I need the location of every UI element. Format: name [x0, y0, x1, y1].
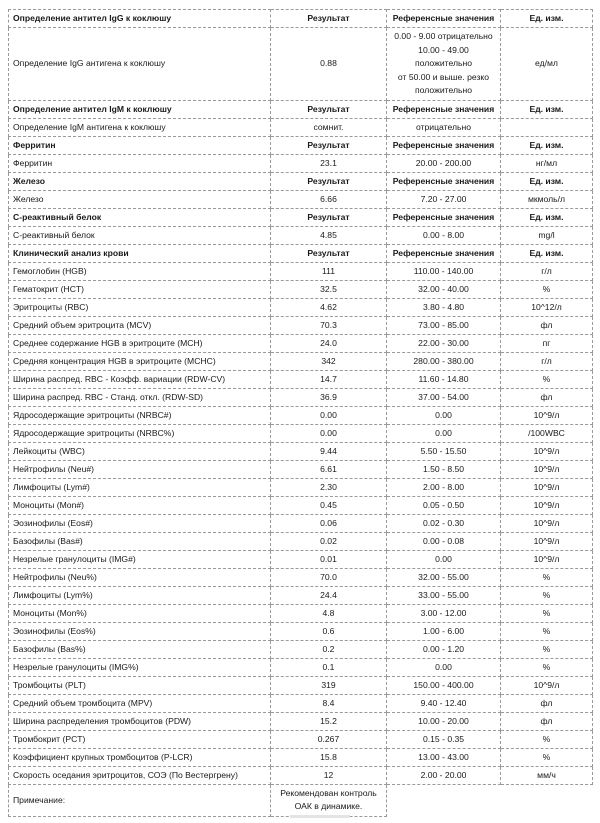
reference-range: 0.05 - 0.50	[387, 496, 501, 514]
test-name: Лейкоциты (WBC)	[9, 442, 271, 460]
test-result: 0.00	[271, 406, 387, 424]
reference-range: 110.00 - 140.00	[387, 262, 501, 280]
section-header	[9, 100, 593, 118]
test-unit: 10^12/л	[501, 298, 593, 316]
unit-header: Ед. изм.	[501, 10, 593, 28]
test-result: 32.5	[271, 280, 387, 298]
test-unit: 10^9/л	[501, 514, 593, 532]
test-result: 23.1	[271, 154, 387, 172]
table-row	[9, 640, 593, 658]
reference-range: 1.00 - 6.00	[387, 622, 501, 640]
lab-results-table	[8, 9, 593, 817]
test-result: сомнит.	[271, 118, 387, 136]
test-name: Скорость оседания эритроцитов, СОЭ (По Вестергрену)	[9, 766, 271, 784]
unit-header: Ед. изм.	[501, 208, 593, 226]
reference-range: 0.00	[387, 424, 501, 442]
test-unit: 10^9/л	[501, 406, 593, 424]
test-unit: %	[501, 604, 593, 622]
table-row	[9, 370, 593, 388]
reference-range: 3.80 - 4.80	[387, 298, 501, 316]
test-result: 0.2	[271, 640, 387, 658]
test-name: Базофилы (Bas%)	[9, 640, 271, 658]
table-row	[9, 532, 593, 550]
section-title: Ферритин	[9, 136, 271, 154]
note-empty-ref	[387, 784, 501, 816]
table-row	[9, 442, 593, 460]
unit-header: Ед. изм.	[501, 244, 593, 262]
test-result: 12	[271, 766, 387, 784]
test-name: Нейтрофилы (Neu#)	[9, 460, 271, 478]
test-unit: мм/ч	[501, 766, 593, 784]
test-result: 8.4	[271, 694, 387, 712]
test-unit: 10^9/л	[501, 478, 593, 496]
test-name: Ядросодержащие эритроциты (NRBC#)	[9, 406, 271, 424]
test-unit: 10^9/л	[501, 460, 593, 478]
reference-range: 73.00 - 85.00	[387, 316, 501, 334]
reference-header: Референсные значения	[387, 172, 501, 190]
reference-header: Референсные значения	[387, 136, 501, 154]
test-unit: %	[501, 748, 593, 766]
test-result: 0.267	[271, 730, 387, 748]
reference-range: 20.00 - 200.00	[387, 154, 501, 172]
table-row	[9, 334, 593, 352]
test-name: Ширина распред. RBC - Коэфф. вариации (RDW-CV)	[9, 370, 271, 388]
test-unit: %	[501, 370, 593, 388]
table-row	[9, 478, 593, 496]
test-unit: %	[501, 658, 593, 676]
test-unit: 10^9/л	[501, 550, 593, 568]
reference-header: Референсные значения	[387, 100, 501, 118]
test-unit: mg/l	[501, 226, 593, 244]
reference-range: 1.50 - 8.50	[387, 460, 501, 478]
test-result: 0.88	[271, 28, 387, 101]
test-result: 319	[271, 676, 387, 694]
test-name: Незрелые гранулоциты (IMG%)	[9, 658, 271, 676]
test-unit: пг	[501, 334, 593, 352]
table-row	[9, 298, 593, 316]
reference-range: 10.00 - 20.00	[387, 712, 501, 730]
test-name: Базофилы (Bas#)	[9, 532, 271, 550]
reference-range: 32.00 - 55.00	[387, 568, 501, 586]
test-result: 0.02	[271, 532, 387, 550]
test-name: Ширина распред. RBC - Станд. откл. (RDW-SD)	[9, 388, 271, 406]
reference-range: 280.00 - 380.00	[387, 352, 501, 370]
test-name: Ширина распределения тромбоцитов (PDW)	[9, 712, 271, 730]
section-header	[9, 172, 593, 190]
test-unit: г/л	[501, 262, 593, 280]
reference-range: 7.20 - 27.00	[387, 190, 501, 208]
test-name: Незрелые гранулоциты (IMG#)	[9, 550, 271, 568]
table-row	[9, 496, 593, 514]
test-unit: %	[501, 640, 593, 658]
table-row	[9, 586, 593, 604]
test-result: 70.0	[271, 568, 387, 586]
result-header: Результат	[271, 244, 387, 262]
test-result: 111	[271, 262, 387, 280]
table-row	[9, 730, 593, 748]
table-row	[9, 118, 593, 136]
note-text	[271, 784, 387, 816]
reference-range: 22.00 - 30.00	[387, 334, 501, 352]
reference-range: 0.00	[387, 550, 501, 568]
test-result: 0.00	[271, 424, 387, 442]
reference-line: от 50.00 и выше. резко	[397, 71, 490, 82]
test-result: 15.8	[271, 748, 387, 766]
table-row	[9, 262, 593, 280]
result-header: Результат	[271, 208, 387, 226]
test-name: Нейтрофилы (Neu%)	[9, 568, 271, 586]
note-line: ОАК в динамике.	[294, 801, 363, 811]
test-unit: фл	[501, 694, 593, 712]
reference-range: 0.00 - 0.08	[387, 532, 501, 550]
section-title: Железо	[9, 172, 271, 190]
test-name: Средний объем тромбоцита (MPV)	[9, 694, 271, 712]
test-name: Лимфоциты (Lym#)	[9, 478, 271, 496]
test-unit: %	[501, 586, 593, 604]
reference-range: 0.15 - 0.35	[387, 730, 501, 748]
test-unit: 10^9/л	[501, 532, 593, 550]
test-name: Моноциты (Mon#)	[9, 496, 271, 514]
reference-range	[387, 28, 501, 101]
reference-line: 0.00 - 9.00 отрицательно	[394, 31, 493, 41]
table-row	[9, 694, 593, 712]
table-row	[9, 604, 593, 622]
test-name: Средний объем эритроцита (MCV)	[9, 316, 271, 334]
test-unit: г/л	[501, 352, 593, 370]
unit-header: Ед. изм.	[501, 100, 593, 118]
test-result: 0.45	[271, 496, 387, 514]
result-header: Результат	[271, 10, 387, 28]
test-result: 14.7	[271, 370, 387, 388]
note-row	[9, 784, 593, 816]
reference-range: 13.00 - 43.00	[387, 748, 501, 766]
test-unit: 10^9/л	[501, 496, 593, 514]
test-result: 36.9	[271, 388, 387, 406]
reference-range: отрицательно	[387, 118, 501, 136]
test-result: 342	[271, 352, 387, 370]
table-row	[9, 766, 593, 784]
reference-range: 150.00 - 400.00	[387, 676, 501, 694]
test-name: Моноциты (Mon%)	[9, 604, 271, 622]
test-unit: фл	[501, 712, 593, 730]
table-row	[9, 460, 593, 478]
reference-header: Референсные значения	[387, 208, 501, 226]
lab-results-document	[8, 9, 592, 817]
reference-range: 2.00 - 20.00	[387, 766, 501, 784]
test-result: 0.6	[271, 622, 387, 640]
test-result: 6.61	[271, 460, 387, 478]
test-result: 0.01	[271, 550, 387, 568]
table-row	[9, 406, 593, 424]
reference-range: 32.00 - 40.00	[387, 280, 501, 298]
reference-line: положительно	[415, 85, 472, 95]
unit-header: Ед. изм.	[501, 172, 593, 190]
test-unit: 10^9/л	[501, 442, 593, 460]
section-title: С-реактивный белок	[9, 208, 271, 226]
table-row	[9, 622, 593, 640]
test-name: Средняя концентрация HGB в эритроците (MCHC)	[9, 352, 271, 370]
reference-range: 0.02 - 0.30	[387, 514, 501, 532]
test-name: Эозинофилы (Eos#)	[9, 514, 271, 532]
test-unit: %	[501, 730, 593, 748]
test-unit: %	[501, 568, 593, 586]
result-header: Результат	[271, 136, 387, 154]
reference-range: 0.00 - 8.00	[387, 226, 501, 244]
test-result: 0.06	[271, 514, 387, 532]
test-unit: ед/мл	[501, 28, 593, 101]
test-unit: /100WBC	[501, 424, 593, 442]
reference-line: 10.00 - 49.00	[418, 44, 469, 55]
test-result: 15.2	[271, 712, 387, 730]
table-row	[9, 568, 593, 586]
test-name: Ядросодержащие эритроциты (NRBC%)	[9, 424, 271, 442]
reference-header: Референсные значения	[387, 10, 501, 28]
table-row	[9, 316, 593, 334]
result-header: Результат	[271, 100, 387, 118]
test-name: Эозинофилы (Eos%)	[9, 622, 271, 640]
section-title: Определение антител IgM к коклюшу	[9, 100, 271, 118]
test-name: Гемоглобин (HGB)	[9, 262, 271, 280]
test-unit: %	[501, 622, 593, 640]
test-name: Определение IgM антигена к коклюшу	[9, 118, 271, 136]
reference-range: 0.00	[387, 406, 501, 424]
section-header	[9, 244, 593, 262]
test-result: 6.66	[271, 190, 387, 208]
table-row	[9, 352, 593, 370]
table-row	[9, 190, 593, 208]
test-result: 0.1	[271, 658, 387, 676]
test-name: Коэффициент крупных тромбоцитов (P-LCR)	[9, 748, 271, 766]
table-row	[9, 388, 593, 406]
test-name: Тромбокрит (PCT)	[9, 730, 271, 748]
test-unit	[501, 118, 593, 136]
section-title: Клинический анализ крови	[9, 244, 271, 262]
test-unit: 10^9/л	[501, 676, 593, 694]
section-title: Определение антител IgG к коклюшу	[9, 10, 271, 28]
test-name: Тромбоциты (PLT)	[9, 676, 271, 694]
reference-range: 5.50 - 15.50	[387, 442, 501, 460]
test-name: Ферритин	[9, 154, 271, 172]
section-header	[9, 136, 593, 154]
reference-range: 9.40 - 12.40	[387, 694, 501, 712]
test-name: Эритроциты (RBC)	[9, 298, 271, 316]
table-row	[9, 748, 593, 766]
table-row	[9, 424, 593, 442]
test-result: 24.0	[271, 334, 387, 352]
reference-header: Референсные значения	[387, 244, 501, 262]
note-empty-unit	[501, 784, 593, 816]
test-unit: фл	[501, 388, 593, 406]
test-result: 9.44	[271, 442, 387, 460]
table-row	[9, 280, 593, 298]
test-result: 24.4	[271, 586, 387, 604]
test-unit: нг/мл	[501, 154, 593, 172]
test-unit: %	[501, 280, 593, 298]
reference-line: положительно	[415, 58, 472, 68]
reference-range: 37.00 - 54.00	[387, 388, 501, 406]
table-row	[9, 712, 593, 730]
reference-range: 2.00 - 8.00	[387, 478, 501, 496]
test-name: С-реактивный белок	[9, 226, 271, 244]
test-name: Лимфоциты (Lym%)	[9, 586, 271, 604]
reference-range: 0.00	[387, 658, 501, 676]
test-result: 70.3	[271, 316, 387, 334]
test-unit: мкмоль/л	[501, 190, 593, 208]
result-header: Результат	[271, 172, 387, 190]
section-header	[9, 10, 593, 28]
table-row	[9, 676, 593, 694]
test-name: Гематокрит (HCT)	[9, 280, 271, 298]
test-name: Определение IgG антигена к коклюшу	[9, 28, 271, 101]
note-label: Примечание:	[9, 784, 271, 816]
test-result: 4.85	[271, 226, 387, 244]
test-name: Среднее содержание HGB в эритроците (MCH)	[9, 334, 271, 352]
section-header	[9, 208, 593, 226]
test-result: 4.8	[271, 604, 387, 622]
table-row	[9, 154, 593, 172]
test-result: 4.62	[271, 298, 387, 316]
reference-range: 3.00 - 12.00	[387, 604, 501, 622]
unit-header: Ед. изм.	[501, 136, 593, 154]
footer-mark	[290, 815, 350, 818]
reference-range: 11.60 - 14.80	[387, 370, 501, 388]
table-row	[9, 226, 593, 244]
table-row	[9, 550, 593, 568]
test-unit: фл	[501, 316, 593, 334]
test-name: Железо	[9, 190, 271, 208]
test-result: 2.30	[271, 478, 387, 496]
reference-range: 33.00 - 55.00	[387, 586, 501, 604]
reference-range: 0.00 - 1.20	[387, 640, 501, 658]
note-line: Рекомендован контроль	[280, 787, 377, 798]
table-row	[9, 28, 593, 101]
table-row	[9, 514, 593, 532]
table-row	[9, 658, 593, 676]
